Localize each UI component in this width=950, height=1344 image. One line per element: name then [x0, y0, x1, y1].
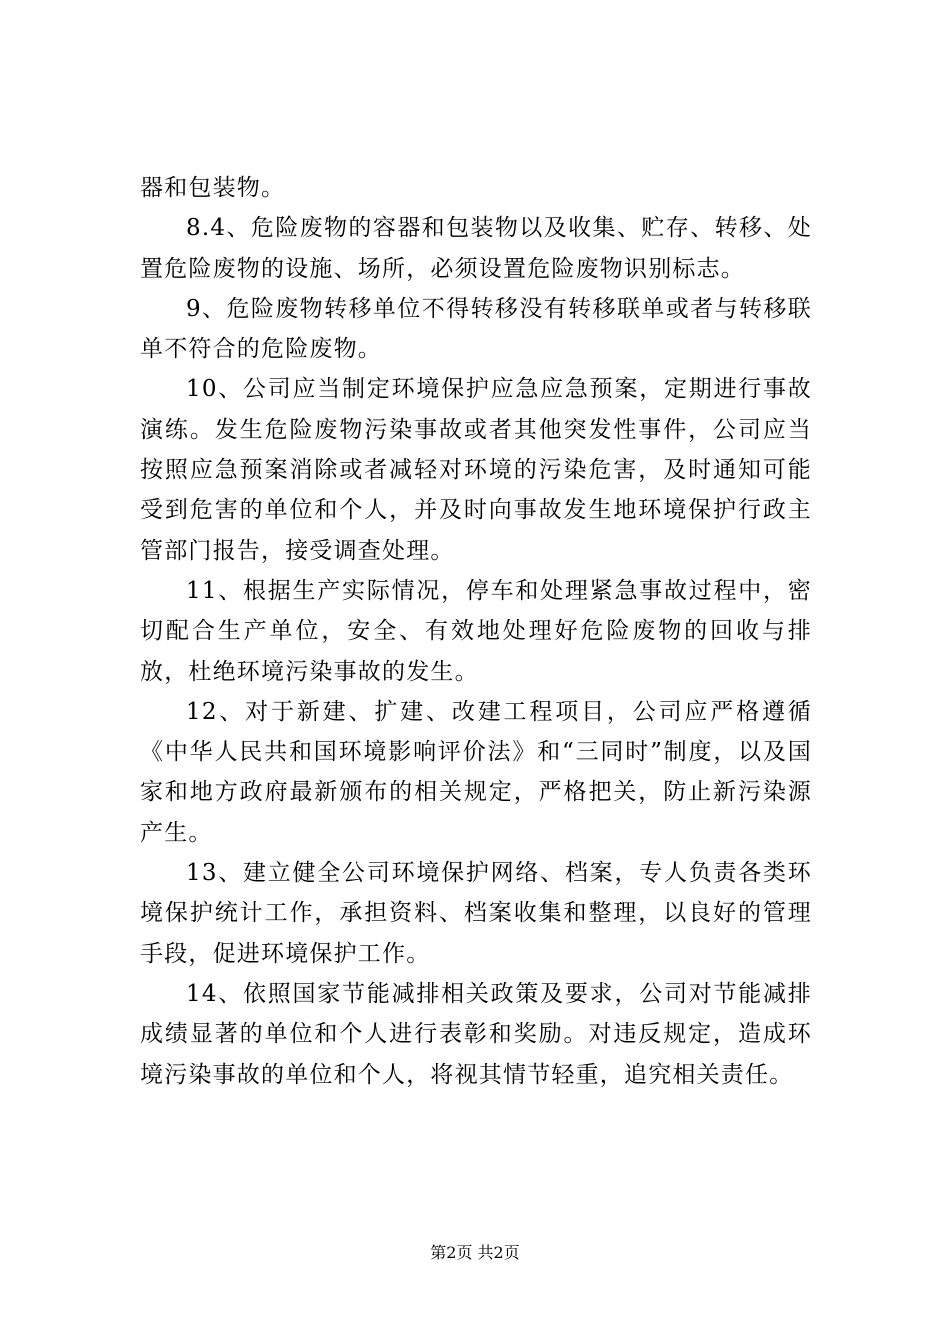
paragraph-10: 10、公司应当制定环境保护应急应急预案，定期进行事故演练。发生危险废物污染事故或者其他突发性事件，公司应当按照应急预案消除或者减轻对环境的污染危害，及时通知可能受到危害的单位和个人，并及时向事故发生地环境保护行政主管部门报告，接受调查处理。: [140, 376, 812, 564]
paragraph-13: 13、建立健全公司环境保护网络、档案，专人负责各类环境保护统计工作，承担资料、档案收集和整理，以良好的管理手段，促进环境保护工作。: [140, 860, 812, 967]
paragraph-9: 9、危险废物转移单位不得转移没有转移联单或者与转移联单不符合的危险废物。: [140, 295, 812, 363]
paragraph-14: 14、依照国家节能减排相关政策及要求，公司对节能减排成绩显著的单位和个人进行表彰和奖励。对违反规定，造成环境污染事故的单位和个人，将视其情节轻重，追究相关责任。: [140, 980, 812, 1088]
document-body: [140, 168, 812, 1095]
page-footer: 第2页 共2页: [430, 1243, 520, 1262]
paragraph-11: 11、根据生产实际情况，停车和处理紧急事故过程中，密切配合生产单位，安全、有效地处理好危险废物的回收与排放，杜绝环境污染事故的发生。: [140, 577, 812, 685]
paragraph-12: 12、对于新建、扩建、改建工程项目，公司应严格遵循《中华人民共和国环境影响评价法》和“三同时”制度，以及国家和地方政府最新颁布的相关规定，严格把关，防止新污染源产生。: [140, 698, 812, 846]
paragraph-8-4: 8.4、危险废物的容器和包装物以及收集、贮存、转移、处置危险废物的设施、场所，必须设置危险废物识别标志。: [140, 215, 812, 282]
paragraph-continuation: 器和包装物。: [140, 175, 286, 201]
